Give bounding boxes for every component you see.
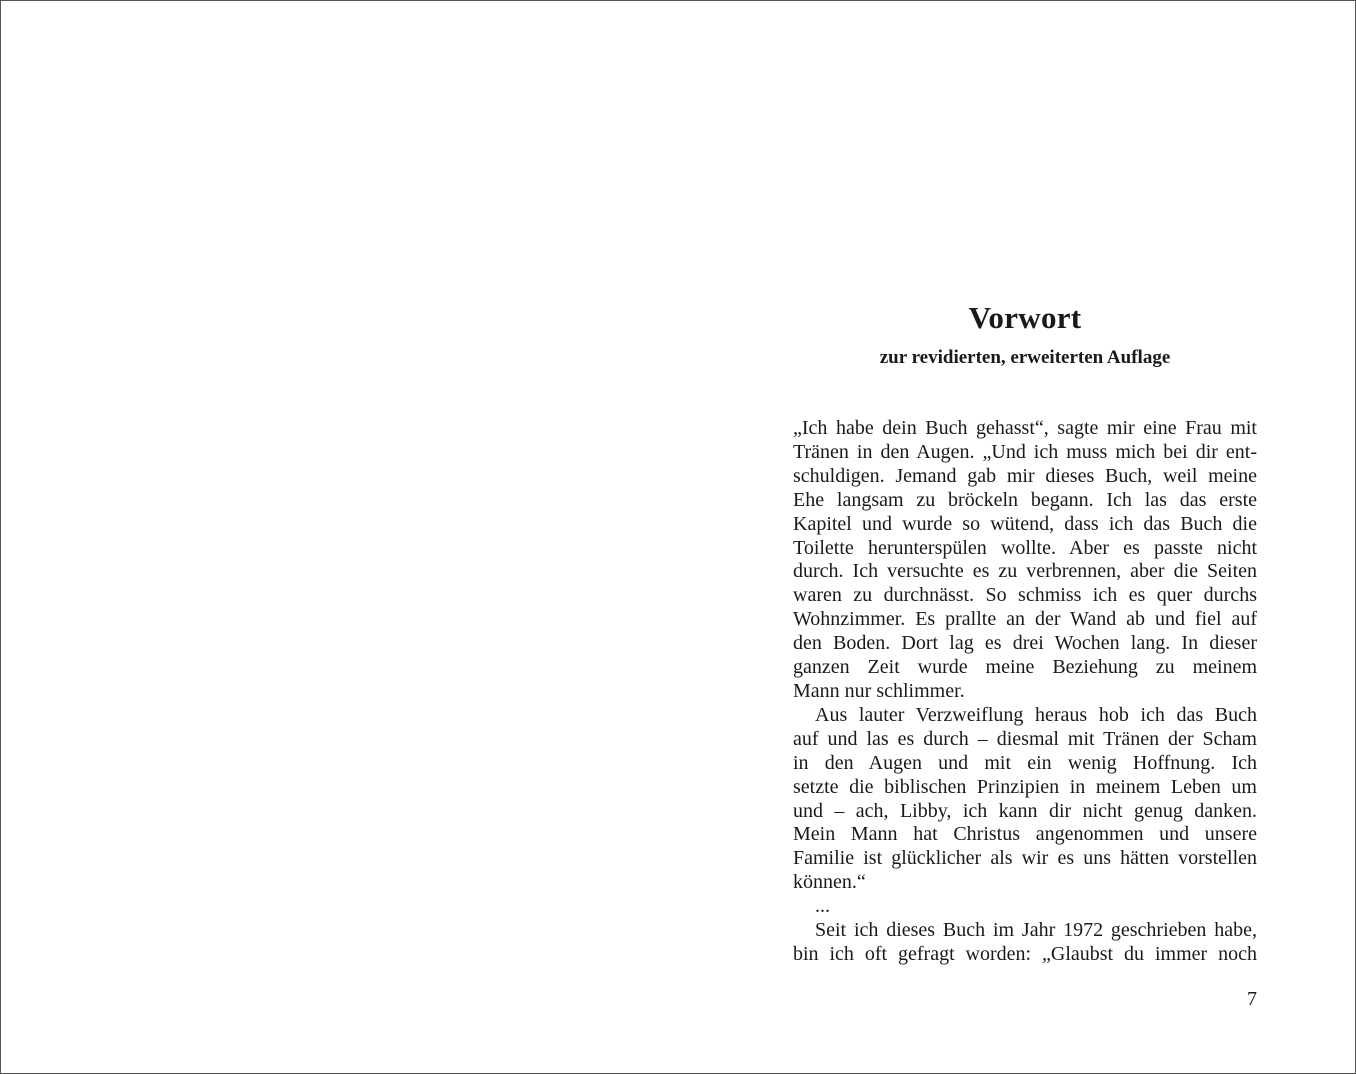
text-line: durch. Ich versuchte es zu verbrennen, aber die Seiten [793,560,1257,583]
text-line: Wohnzimmer. Es prallte an der Wand ab und fiel auf [793,608,1257,631]
chapter-title: Vorwort [968,300,1082,335]
text-line: können.“ [793,871,866,894]
text-line: auf und las es durch – diesmal mit Tränen der Scham [793,727,1257,750]
text-line: Toilette herunterspülen wollte. Aber es passte nicht [793,536,1257,559]
text-line: und – ach, Libby, ich kann dir nicht genug danken. [793,799,1257,822]
text-line: „Ich habe dein Buch gehasst“, sagte mir eine Frau mit [793,417,1257,439]
body-text [793,417,1257,967]
text-line: Ehe langsam zu bröckeln begann. Ich las das erste [793,488,1257,511]
page-number: 7 [1247,988,1257,1010]
text-line: schuldigen. Jemand gab mir dieses Buch, weil meine [793,464,1257,487]
text-line: den Boden. Dort lag es drei Wochen lang. In dieser [793,632,1257,655]
text-line: ganzen Zeit wurde meine Beziehung zu meinem [793,656,1257,679]
text-line: Mann nur schlimmer. [793,679,965,702]
text-line: Familie ist glücklicher als wir es uns hätten vorstellen [793,847,1257,870]
text-line: Seit ich dieses Buch im Jahr 1972 geschrieben habe, [815,919,1257,942]
text-line: Aus lauter Verzweiflung heraus hob ich das Buch [815,703,1257,726]
text-line: Kapitel und wurde so wütend, dass ich das Buch die [793,512,1257,535]
chapter-subtitle: zur revidierten, erweiterten Auflage [879,347,1171,368]
text-line: in den Augen und mit ein wenig Hoffnung. Ich [793,751,1257,774]
text-line: bin ich oft gefragt worden: „Glaubst du immer noch [793,942,1257,965]
text-line: ... [815,895,830,918]
text-line: Tränen in den Augen. „Und ich muss mich bei dir ent- [793,440,1257,463]
text-line: setzte die biblischen Prinzipien in meinem Leben um [793,775,1257,798]
text-line: waren zu durchnässt. So schmiss ich es quer durchs [793,584,1257,607]
text-line: Mein Mann hat Christus angenommen und unsere [793,823,1257,846]
